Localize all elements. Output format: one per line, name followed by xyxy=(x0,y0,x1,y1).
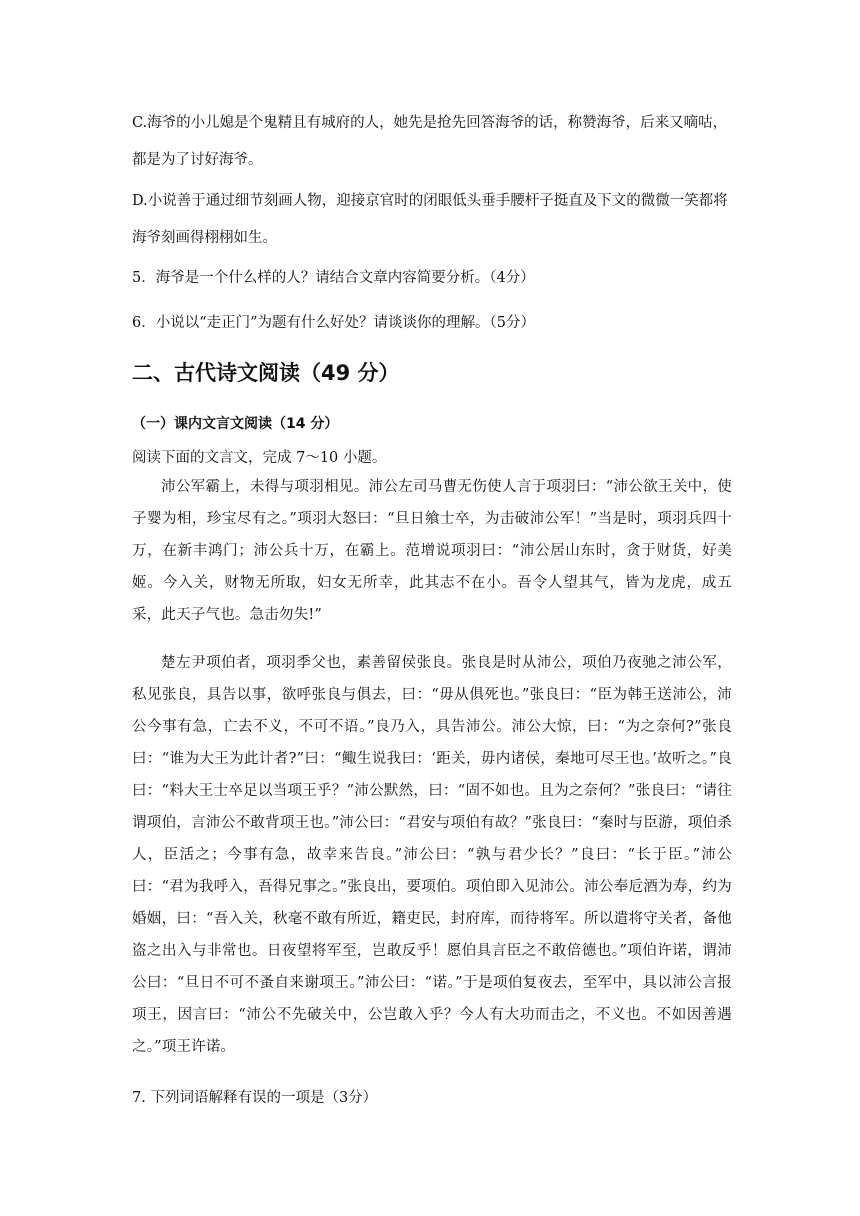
option-d: D.小说善于通过细节刻画人物，迎接京官时的闭眼低头垂手腰杆子挺直及下文的微微一笑都将海爷刻画得栩栩如生。 xyxy=(132,193,728,246)
question-6: 6．小说以“走正门”为题有什么好处？请谈谈你的理解。（5分） xyxy=(132,315,536,331)
passage-paragraph-2: 楚左尹项伯者，项羽季父也，素善留侯张良。张良是时从沛公，项伯乃夜驰之沛公军，私见张良，具告以事，欲呼张良与俱去，曰：“毋从俱死也。”张良曰：“臣为韩王送沛公，沛公今事有急，亡去不义，不可不语。”良乃入，具告沛公。沛公大惊，曰：“为之奈何?”张良曰：“谁为大王为此计者?”曰：“鲰生说我曰：‘距关，毋内诸侯，秦地可尽王也。’故听之。”良曰：“料大王士卒足以当项王乎？”沛公默然，曰：“固不如也。且为之奈何？”张良曰：“请往谓项伯，言沛公不敢背项王也。”沛公曰：“君安与项伯有故？”张良曰：“秦时与臣游，项伯杀人，臣活之；今事有急，故幸来告良。”沛公曰：“孰与君少长？”良曰：“长于臣。”沛公曰：“君为我呼入，吾得兄事之。”张良出，要项伯。项伯即入见沛公。沛公奉卮酒为寿，约为婚姻，曰：“吾入关，秋毫不敢有所近，籍吏民，封府库，而待将军。所以遣将守关者，备他盗之出入与非常也。日夜望将军至，岂敢反乎！愿伯具言臣之不敢倍德也。”项伯许诺，谓沛公曰：“旦日不可不蚤自来谢项王。”沛公曰：“诺。”于是项伯复夜去，至军中，具以沛公言报项王，因言曰：“沛公不先破关中，公岂敢入乎？今人有大功而击之，不义也。不如因善遇之。”项王许诺。 xyxy=(132,655,732,1055)
reading-instruction: 阅读下面的文言文，完成 7～10 小题。 xyxy=(132,450,387,466)
subsection-title: （一）课内文言文阅读（14 分） xyxy=(132,416,339,432)
question-5: 5．海爷是一个什么样的人？请结合文章内容简要分析。（4分） xyxy=(132,270,535,286)
option-c: C.海爷的小儿媳是个鬼精且有城府的人，她先是抢先回答海爷的话，称赞海爷，后来又嘀咕，都是为了讨好海爷。 xyxy=(132,115,728,168)
passage-paragraph-1: 沛公军霸上，未得与项羽相见。沛公左司马曹无伤使人言于项羽曰：“沛公欲王关中，使子婴为相，珍宝尽有之。”项羽大怒曰：“旦日飨士卒，为击破沛公军！”当是时，项羽兵四十万，在新丰鸿门；沛公兵十万，在霸上。范增说项羽曰：“沛公居山东时，贪于财货，好美姬。今入关，财物无所取，妇女无所幸，此其志不在小。吾令人望其气，皆为龙虎，成五采，此天子气也。急击勿失!” xyxy=(132,479,732,623)
section-title: 二、古代诗文阅读（49 分） xyxy=(132,361,400,385)
question-7: 7. 下列词语解释有误的一项是（3分） xyxy=(132,1090,378,1106)
